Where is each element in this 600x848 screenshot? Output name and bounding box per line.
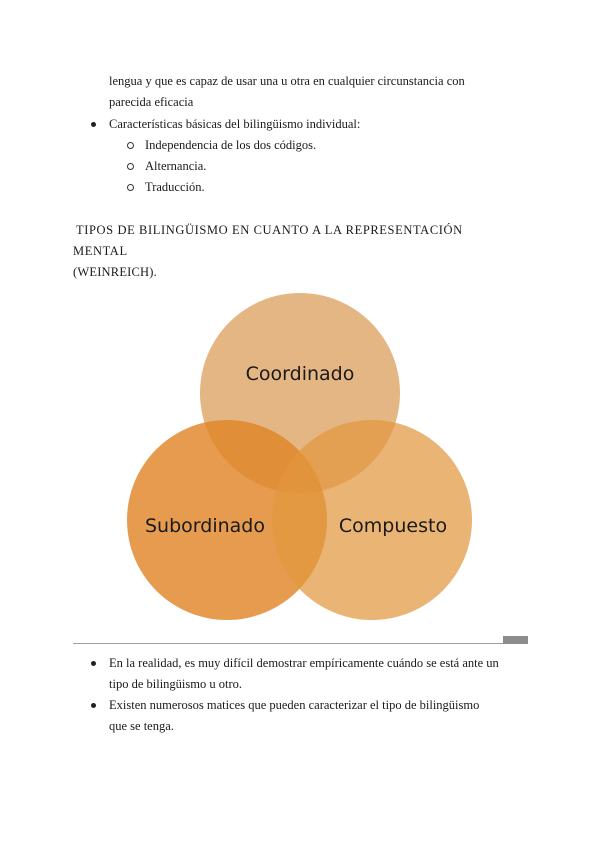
venn-label-compuesto: Compuesto [338, 515, 448, 537]
venn-label-coordinado: Coordinado [245, 363, 355, 385]
section-heading-line-3: (WEINREICH). [73, 265, 157, 279]
characteristic-item-3: Traducción. [145, 180, 205, 194]
note-1-line-1: En la realidad, es muy difícil demostrar empíricamente cuándo se está ante un [109, 656, 499, 670]
intro-line-2: parecida eficacia [109, 95, 194, 109]
bullet-dot-icon [91, 703, 96, 708]
characteristics-label: Características básicas del bilingüismo individual: [109, 117, 361, 131]
note-1-line-2: tipo de bilingüismo u otro. [109, 677, 242, 691]
section-heading-line-2: MENTAL [73, 244, 128, 258]
bullet-dot-icon [91, 661, 96, 666]
bullet-ring-icon [127, 163, 134, 170]
venn-label-subordinado: Subordinado [145, 515, 265, 537]
bullet-ring-icon [127, 184, 134, 191]
note-2-line-2: que se tenga. [109, 719, 174, 733]
page-marker-block [503, 636, 528, 644]
section-heading-line-1: TIPOS DE BILINGÜISMO EN CUANTO A LA REPRESENTACIÓN [76, 223, 463, 237]
note-2-line-1: Existen numerosos matices que pueden caracterizar el tipo de bilingüismo [109, 698, 480, 712]
bullet-ring-icon [127, 142, 134, 149]
venn-diagram [120, 290, 480, 630]
intro-line-1: lengua y que es capaz de usar una u otra en cualquier circunstancia con [109, 74, 465, 88]
characteristic-item-1: Independencia de los dos códigos. [145, 138, 317, 152]
bullet-dot-icon [91, 122, 96, 127]
characteristic-item-2: Alternancia. [145, 159, 207, 173]
horizontal-rule [73, 643, 503, 644]
